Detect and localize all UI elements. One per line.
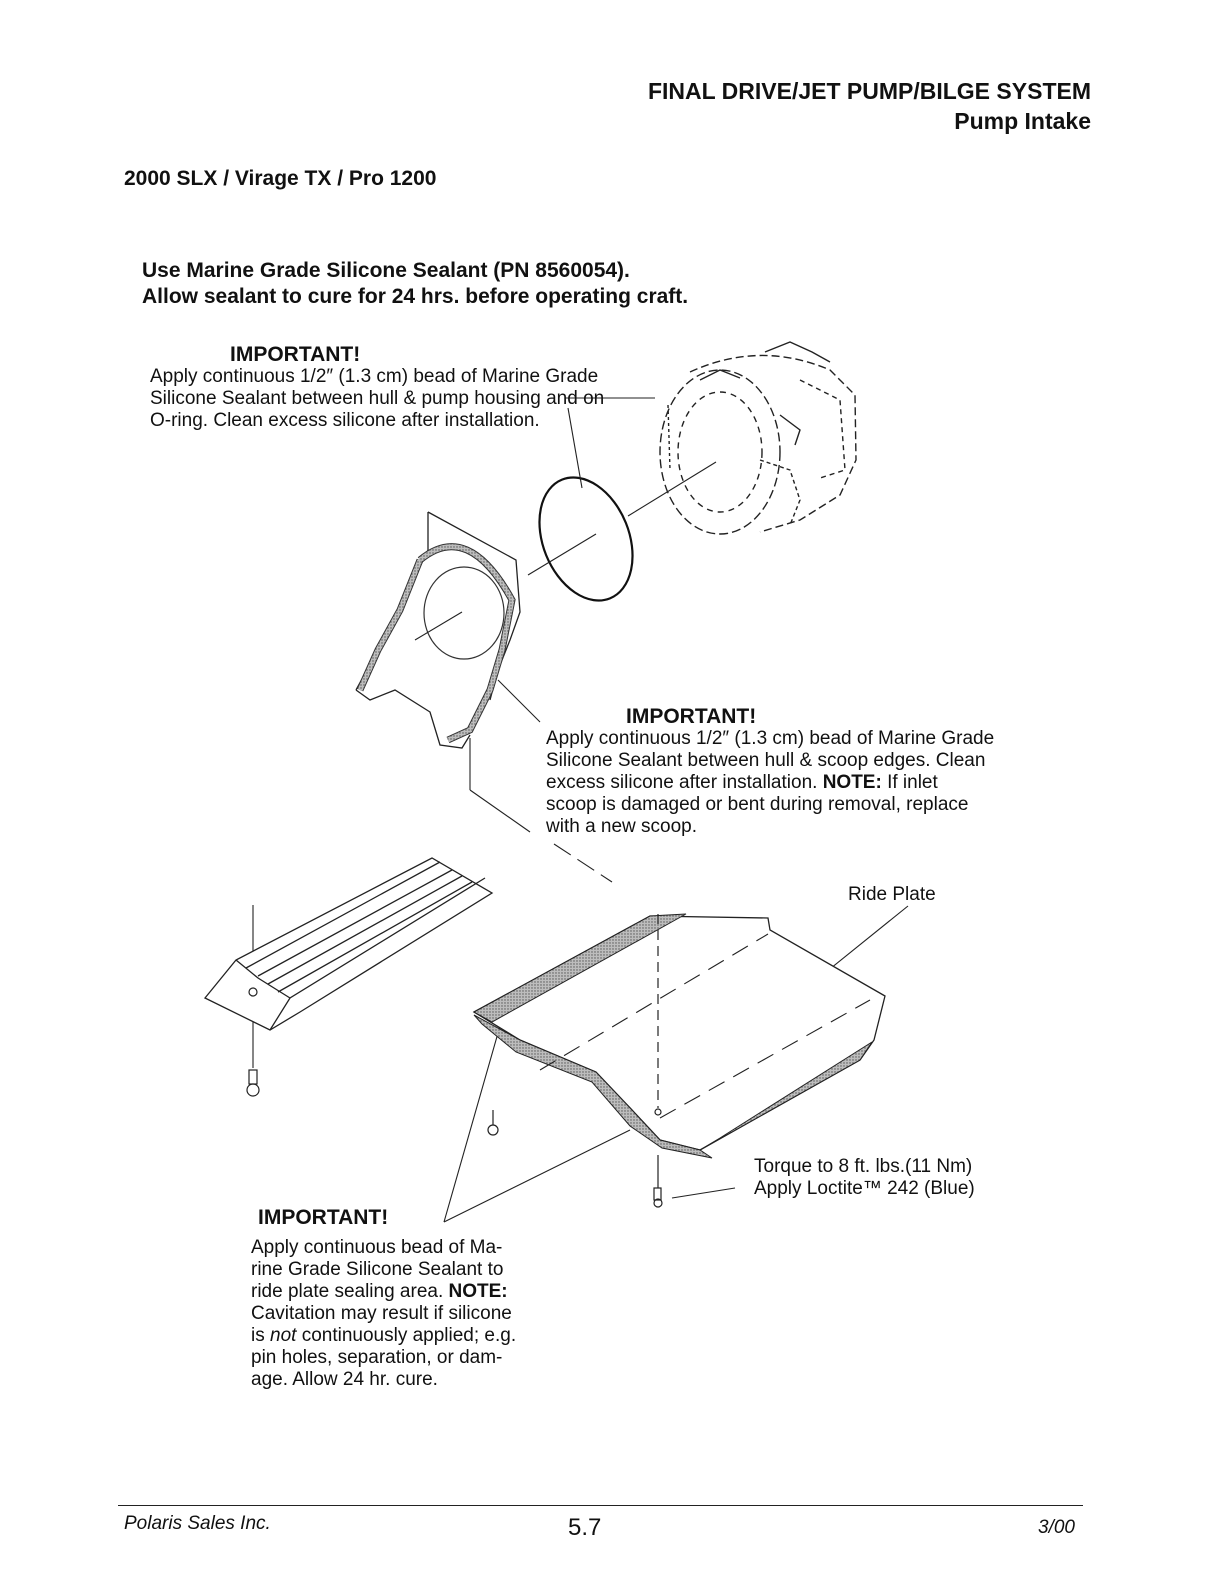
footer-company: Polaris Sales Inc. (124, 1513, 271, 1534)
note-text: ride plate sealing area. (251, 1281, 449, 1302)
torque-spec (754, 1156, 975, 1200)
note-line (251, 1325, 516, 1347)
note-line: scoop is damaged or bent during removal, replace (546, 794, 969, 815)
note-inlet-scoop (546, 706, 994, 838)
intake-grate-illustration (205, 858, 492, 1030)
inlet-scoop-illustration (356, 512, 520, 748)
loctite-label: Apply Loctite™ 242 (Blue) (754, 1178, 975, 1199)
pump-housing-illustration (660, 342, 856, 534)
footer-rule (118, 1505, 1083, 1506)
note-pump-housing (150, 344, 604, 432)
model-list: 2000 SLX / Virage TX / Pro 1200 (124, 167, 437, 190)
ride-plate-illustration (474, 914, 885, 1158)
note-line (546, 772, 994, 794)
note-label: NOTE: (822, 772, 882, 793)
important-heading: IMPORTANT! (230, 343, 361, 366)
sealant-line-2: Allow sealant to cure for 24 hrs. before operating craft. (142, 285, 689, 308)
note-emphasis: not (270, 1325, 297, 1346)
ride-plate-label: Ride Plate (848, 884, 936, 905)
subsection-title: Pump Intake (954, 108, 1091, 134)
note-text: continuously applied; e.g. (296, 1325, 517, 1346)
note-line: Cavitation may result if silicone (251, 1303, 512, 1324)
footer-date: 3/00 (1038, 1517, 1075, 1538)
note-ride-plate (251, 1237, 516, 1391)
page-number: 5.7 (568, 1514, 602, 1541)
note-line: pin holes, separation, or dam- (251, 1347, 503, 1368)
note-line: Apply continuous 1/2″ (1.3 cm) bead of Marine Grade (546, 728, 995, 749)
note-line: Apply continuous 1/2″ (1.3 cm) bead of Marine Grade (150, 366, 599, 387)
note-label: NOTE: (448, 1281, 508, 1302)
note-line: Apply continuous bead of Ma- (251, 1237, 503, 1258)
note-line: rine Grade Silicone Sealant to (251, 1259, 504, 1280)
note-line: with a new scoop. (546, 816, 698, 837)
note-line: Silicone Sealant between hull & pump housing and on (150, 388, 605, 409)
note-line (251, 1281, 516, 1303)
note-line: O-ring. Clean excess silicone after installation. (150, 410, 540, 431)
torque-label: Torque to 8 ft. lbs.(11 Nm) (754, 1156, 973, 1177)
note-line: age. Allow 24 hr. cure. (251, 1369, 438, 1390)
note-text: is (251, 1325, 270, 1346)
sealant-line-1: Use Marine Grade Silicone Sealant (PN 8560054). (142, 259, 630, 282)
important-heading: IMPORTANT! (626, 705, 757, 728)
section-title: FINAL DRIVE/JET PUMP/BILGE SYSTEM (647, 78, 1091, 104)
important-heading-ride-plate: IMPORTANT! (258, 1206, 389, 1229)
note-line: Silicone Sealant between hull & scoop edges. Clean (546, 750, 986, 771)
note-text: excess silicone after installation. (546, 772, 823, 793)
note-text: If inlet (881, 772, 938, 793)
o-ring (522, 464, 650, 615)
